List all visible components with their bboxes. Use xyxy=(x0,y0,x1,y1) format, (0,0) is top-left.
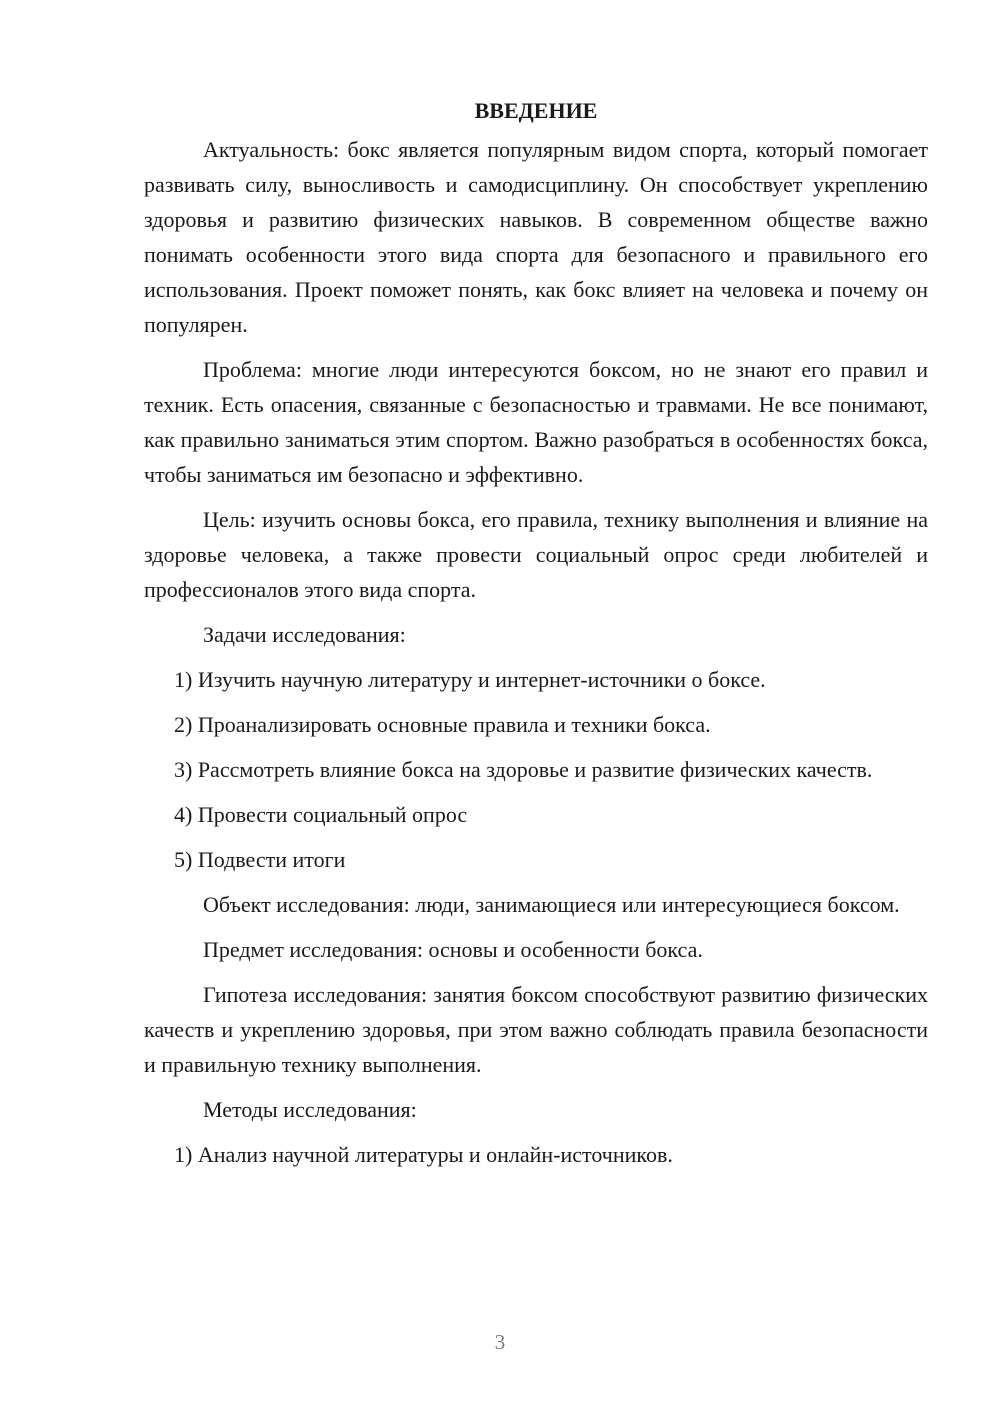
subject-paragraph: Предмет исследования: основы и особенности бокса. xyxy=(203,937,703,962)
goal-paragraph: Цель: изучить основы бокса, его правила, технику выполнения и влияние на здоровье человека, а также провести социальный опрос среди любителей и профессионалов этого вида спорта. xyxy=(144,507,928,602)
methods-heading: Методы исследования: xyxy=(203,1097,417,1122)
task-item-5: 5) Подвести итоги xyxy=(174,847,346,872)
hypothesis-paragraph: Гипотеза исследования: занятия боксом способствуют развитию физических качеств и укреплению здоровья, при этом важно соблюдать правила безопасности и правильную технику выполнения. xyxy=(144,982,928,1077)
relevance-paragraph: Актуальность: бокс является популярным видом спорта, который помогает развивать силу, выносливость и самодисциплину. Он способствует укреплению здоровья и развитию физических навыков. В современном обществе важно понимать особенности этого вида спорта для безопасного и правильного его использования. Проект поможет понять, как бокс влияет на человека и почему он популярен. xyxy=(144,137,928,337)
page-number: 3 xyxy=(494,1330,506,1354)
task-item-1: 1) Изучить научную литературу и интернет-источники о боксе. xyxy=(174,667,766,692)
page-title: ВВЕДЕНИЕ xyxy=(474,98,598,123)
task-item-2: 2) Проанализировать основные правила и техники бокса. xyxy=(174,712,711,737)
task-item-4: 4) Провести социальный опрос xyxy=(174,802,468,827)
object-paragraph: Объект исследования: люди, занимающиеся или интересующиеся боксом. xyxy=(203,892,900,917)
document-page xyxy=(144,96,928,1182)
task-item-3: 3) Рассмотреть влияние бокса на здоровье и развитие физических качеств. xyxy=(174,757,873,782)
problem-paragraph: Проблема: многие люди интересуются боксом, но не знают его правил и техник. Есть опасения, связанные с безопасностью и травмами. Не все понимают, как правильно заниматься этим спортом. Важно разобраться в особенностях бокса, чтобы заниматься им безопасно и эффективно. xyxy=(144,357,928,487)
tasks-heading: Задачи исследования: xyxy=(203,622,406,647)
method-item-1: 1) Анализ научной литературы и онлайн-источников. xyxy=(174,1142,673,1167)
